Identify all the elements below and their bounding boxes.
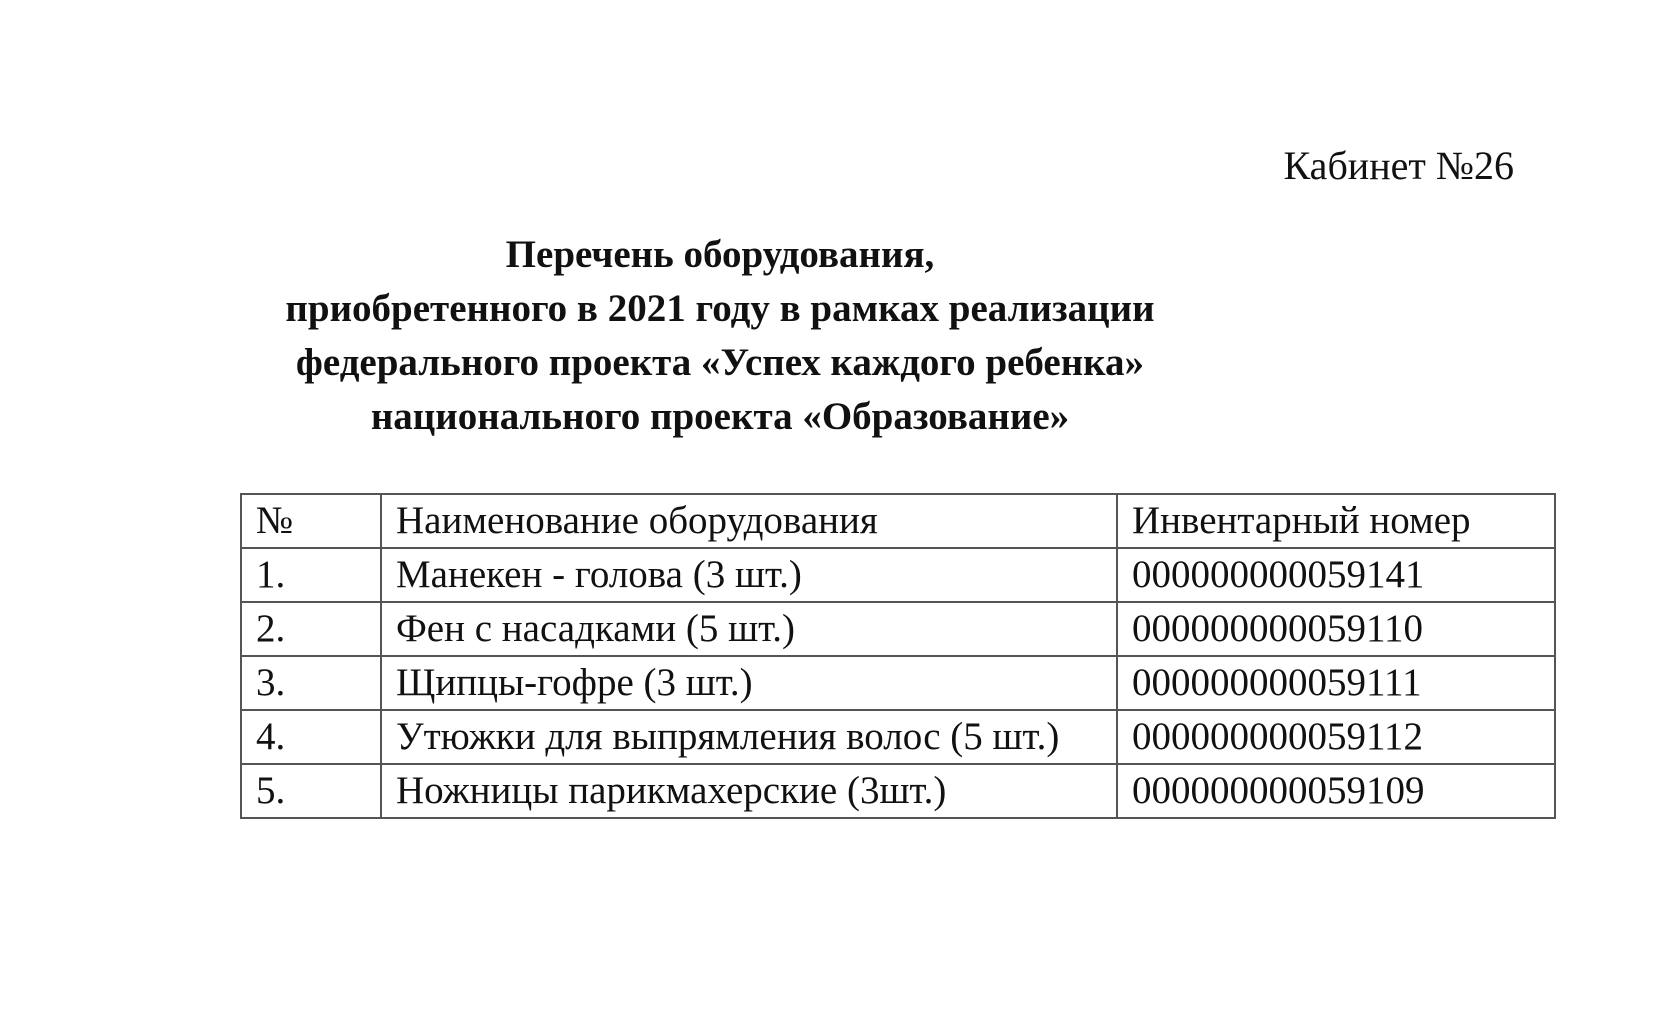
header-name: Наименование оборудования [381,494,1117,548]
equipment-table [240,493,1556,819]
row-num: 5. [241,764,381,818]
table-row [241,548,1555,602]
table-row [241,764,1555,818]
table-header-row [241,494,1555,548]
row-name: Щипцы-гофре (3 шт.) [381,656,1117,710]
title-line-2: приобретенного в 2021 году в рамках реализации [285,287,1155,330]
row-num: 2. [241,602,381,656]
row-name: Утюжки для выпрямления волос (5 шт.) [381,710,1117,764]
title-line-1: Перечень оборудования, [505,233,935,276]
header-num: № [241,494,381,548]
title-line-4: национального проекта «Образование» [370,395,1070,438]
table-row [241,656,1555,710]
title-line-3: федерального проекта «Успех каждого ребенка» [295,341,1145,384]
row-num: 1. [241,548,381,602]
row-inventory: 000000000059109 [1117,764,1555,818]
row-num: 3. [241,656,381,710]
row-inventory: 000000000059112 [1117,710,1555,764]
row-inventory: 000000000059110 [1117,602,1555,656]
header-inventory: Инвентарный номер [1117,494,1555,548]
row-name: Фен с насадками (5 шт.) [381,602,1117,656]
row-inventory: 000000000059111 [1117,656,1555,710]
row-name: Ножницы парикмахерские (3шт.) [381,764,1117,818]
row-name: Манекен - голова (3 шт.) [381,548,1117,602]
row-num: 4. [241,710,381,764]
document-title [0,228,1440,444]
table-row [241,602,1555,656]
cabinet-label: Кабинет №26 [1283,143,1514,188]
row-inventory: 000000000059141 [1117,548,1555,602]
table-row [241,710,1555,764]
